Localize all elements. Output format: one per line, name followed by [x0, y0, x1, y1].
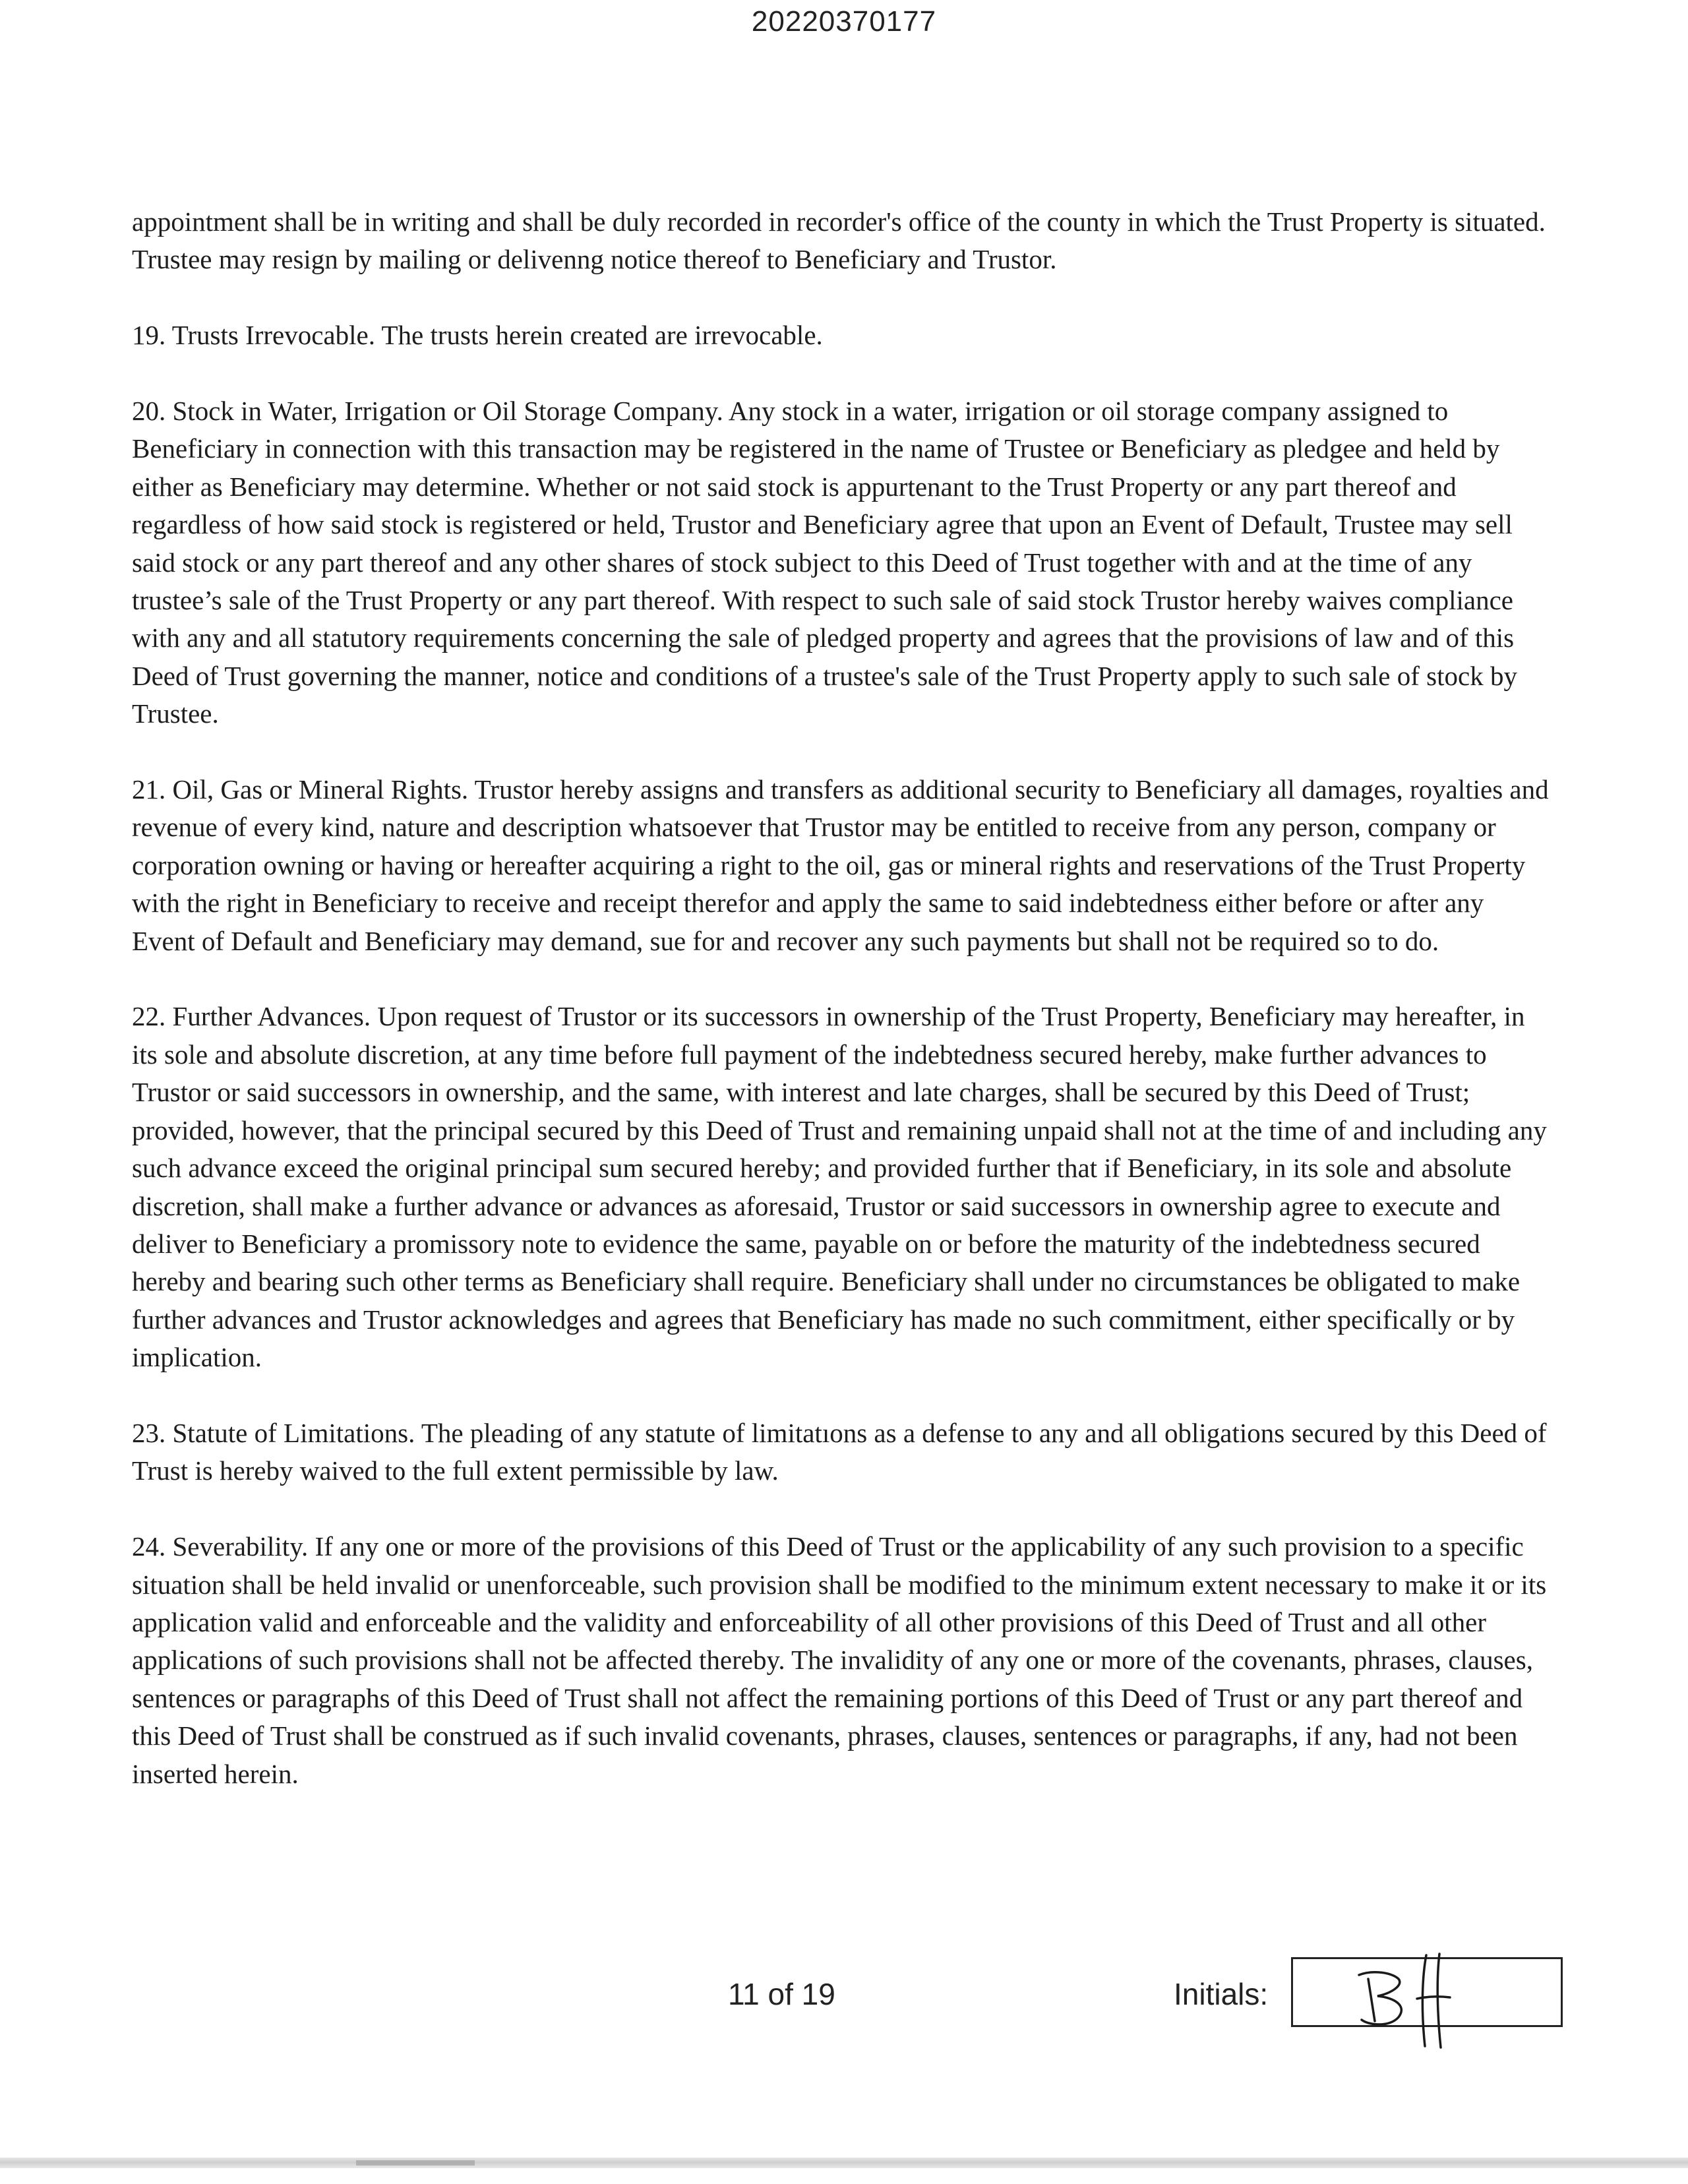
paragraph-trustee-appointment: appointment shall be in writing and shall be duly recorded in recorder's office of the county in which the Trust Property is situated. Trustee may resign by mailing or delivenng notice thereof to Beneficiary and Trustor. — [132, 206, 1546, 275]
paragraph-21-oil-gas-mineral: 21. Oil, Gas or Mineral Rights. Trustor hereby assigns and transfers as additional security to Beneficiary all damages, royalties and revenue of every kind, nature and description whatsoever that Trustor may be entitled to receive from any person, company or corporation owning or having or hereafter acquiring a right to the oil, gas or mineral rights and reservations of the Trust Property with the right in Beneficiary to receive and receipt therefor and apply the same to said indebtedness either before or after any Event of Default and Beneficiary may demand, sue for and recover any such payments but shall not be required so to do. — [132, 774, 1549, 956]
document-body — [132, 203, 1550, 1831]
page-number: 11 of 19 — [728, 1977, 835, 2011]
paragraph-23-statute-of-limitations: 23. Statute of Limitations. The pleading of any statute of limitatıons as a defense to any and all obligations secured by this Deed of Trust is hereby waived to the full extent permissible by law. — [132, 1417, 1547, 1486]
scan-edge-strip — [0, 2158, 1688, 2168]
initials-label: Initials: — [1174, 1977, 1269, 2011]
paragraph-19-trusts-irrevocable: 19. Trusts Irrevocable. The trusts herein created are irrevocable. — [132, 320, 823, 351]
paragraph-20-stock: 20. Stock in Water, Irrigation or Oil Storage Company. Any stock in a water, irrigation or oil storage company assigned to Beneficiary in connection with this transaction may be registered in the name of Trustee or Beneficiary as pledgee and held by either as Beneficiary may determine. Whether or not said stock is appurtenant to the Trust Property or any part thereof and regardless of how said stock is registered or held, Trustor and Beneficiary agree that upon an Event of Default, Trustee may sell said stock or any part thereof and any other shares of stock subject to this Deed of Trust together with and at the time of any trustee’s sale of the Trust Property or any part thereof. With respect to such sale of said stock Trustor hereby waives compliance with any and all statutory requirements concerning the sale of pledged property and agrees that the provisions of law and of this Deed of Trust governing the manner, notice and conditions of a trustee's sale of the Trust Property apply to such sale of stock by Trustee. — [132, 396, 1517, 729]
paragraph-22-further-advances: 22. Further Advances. Upon request of Trustor or its successors in ownership of the Trust Property, Beneficiary may hereafter, in its sole and absolute discretion, at any time before full payment of the indebtedness secured hereby, make further advances to Trustor or said successors in ownership, and the same, with interest and late charges, shall be secured by this Deed of Trust; provided, however, that the principal secured by this Deed of Trust and remaining unpaid shall not at the time of and including any such advance exceed the original principal sum secured hereby; and provided further that if Beneficiary, in its sole and absolute discretion, shall make a further advance or advances as aforesaid, Trustor or said successors in ownership agree to execute and deliver to Beneficiary a promissory note to evidence the same, payable on or before the maturity of the indebtedness secured hereby and bearing such other terms as Beneficiary shall require. Beneficiary shall under no circumstances be obligated to make further advances and Trustor acknowledges and agrees that Beneficiary has made no such commitment, either specifically or by implication. — [132, 1001, 1547, 1373]
scan-edge-marks — [356, 2160, 475, 2166]
document-number: 20220370177 — [751, 5, 937, 38]
initials-signature-icon — [1352, 1950, 1484, 2049]
paragraph-24-severability: 24. Severability. If any one or more of the provisions of this Deed of Trust or the applicability of any such provision to a specific situation shall be held invalid or unenforceable, such provision shall be modified to the minimum extent necessary to make it or its application valid and enforceable and the validity and enforceability of all other provisions of this Deed of Trust and all other applications of such provisions shall not be affected thereby. The invalidity of any one or more of the covenants, phrases, clauses, sentences or paragraphs of this Deed of Trust shall not affect the remaining portions of this Deed of Trust or any part thereof and this Deed of Trust shall be construed as if such invalid covenants, phrases, clauses, sentences or paragraphs, if any, had not been inserted herein. — [132, 1531, 1547, 1789]
initials-box — [1291, 1957, 1563, 2027]
